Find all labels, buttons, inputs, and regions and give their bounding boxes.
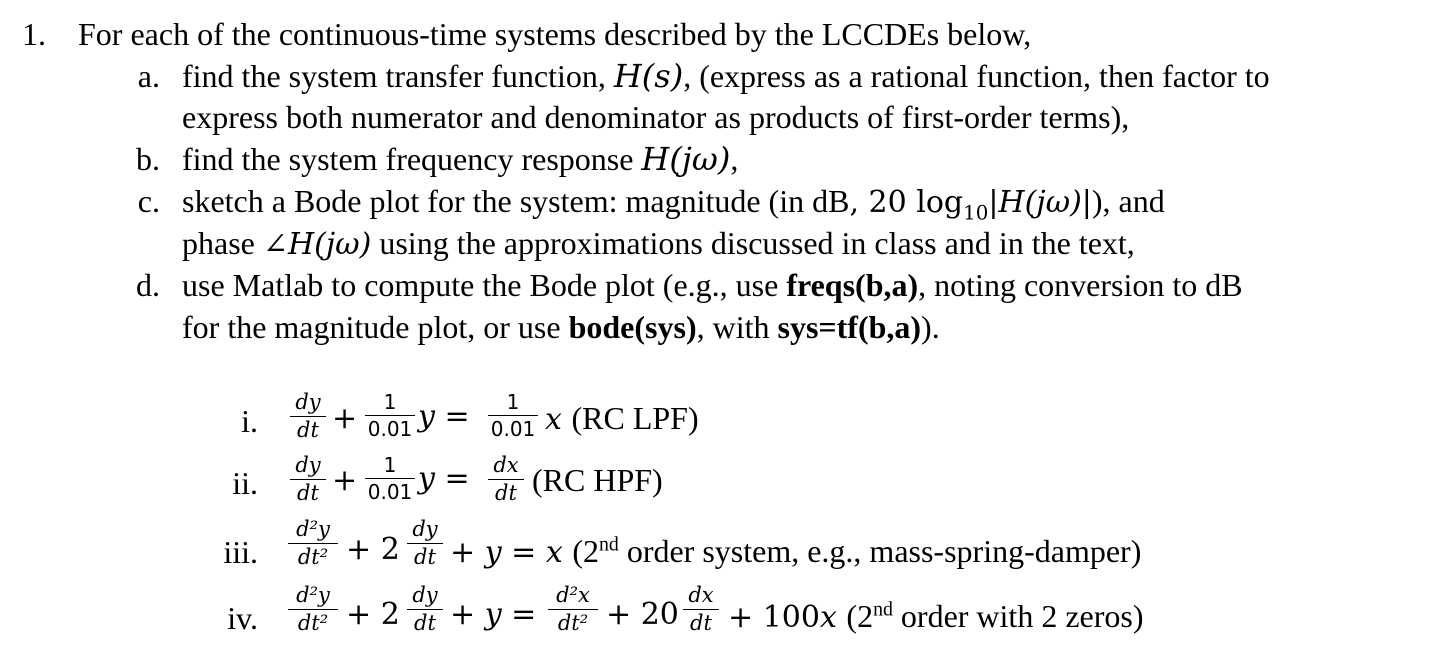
part-a-label: a.: [137, 58, 160, 94]
part-a-line1: find the system transfer function, H(s), (express as a rational function, then factor to: [182, 57, 1270, 95]
eq-iii-rest: + y = x (2nd order system, e.g., mass-spring-damper): [450, 533, 1142, 570]
eq-iv-plus20: + 20: [606, 597, 679, 632]
eq-iv-d2ydt2: d²y dt²: [288, 585, 338, 634]
part-b-label: b.: [136, 141, 160, 177]
eq-ii-label: ii.: [232, 465, 258, 501]
eq-ii-frac1: 1 0.01: [365, 455, 415, 502]
part-a-line2: express both numerator and denominator as products of first-order terms),: [182, 99, 1130, 135]
eq-iv-dxdt: dx dt: [683, 585, 719, 634]
eq-iv-y-eq: + y =: [450, 597, 537, 632]
eq-ii-tail: (RC HPF): [532, 462, 663, 498]
part-d-line1: use Matlab to compute the Bode plot (e.g., use freqs(b,a), noting conversion to dB: [182, 267, 1243, 303]
eq-i-frac2: 1 0.01: [488, 392, 538, 439]
eq-i-plus: +: [332, 401, 358, 436]
eq-iv-d2xdt2: d²x dt²: [548, 585, 598, 634]
eq-iii-label: iii.: [223, 534, 258, 570]
eq-ii-dydt: dy dt: [290, 455, 326, 504]
part-c-label: c.: [137, 183, 160, 219]
part-d-line2: for the magnitude plot, or use bode(sys), with sys=tf(b,a)).: [182, 309, 940, 345]
eq-i-label: i.: [241, 403, 258, 439]
eq-iii-dydt: dy dt: [407, 519, 443, 568]
part-c-line2: phase ∠H(jω) using the approximations discussed in class and in the text,: [182, 225, 1135, 262]
eq-iv-dydt: dy dt: [407, 585, 443, 634]
eq-iii-d2ydt2: d²y dt²: [288, 519, 338, 568]
problem-intro: For each of the continuous-time systems described by the LCCDEs below,: [78, 16, 1032, 52]
eq-iii-plus2: + 2: [346, 532, 400, 567]
part-b-line: find the system frequency response H(jω),: [182, 140, 739, 178]
part-c-line1: sketch a Bode plot for the system: magnitude (in dB, 20 $\log_{10}|H(j\omega)|$), and: [182, 183, 1165, 225]
eq-iv-label: iv.: [227, 600, 258, 636]
eq-i-y-eq: y =: [418, 399, 470, 434]
eq-ii-plus: +: [332, 463, 358, 498]
eq-iv-plus2: + 2: [346, 597, 400, 632]
problem-number: 1.: [22, 16, 46, 52]
eq-ii-dxdt: dx dt: [488, 455, 524, 504]
eq-i-x: x (RC LPF): [545, 400, 699, 437]
eq-i-dydt: dy dt: [290, 392, 326, 441]
eq-iv-rest: + 100x (2nd order with 2 zeros): [728, 598, 1144, 635]
part-d-label: d.: [136, 267, 160, 303]
eq-i-frac1: 1 0.01: [365, 392, 415, 439]
eq-ii-y-eq: y =: [418, 461, 470, 496]
